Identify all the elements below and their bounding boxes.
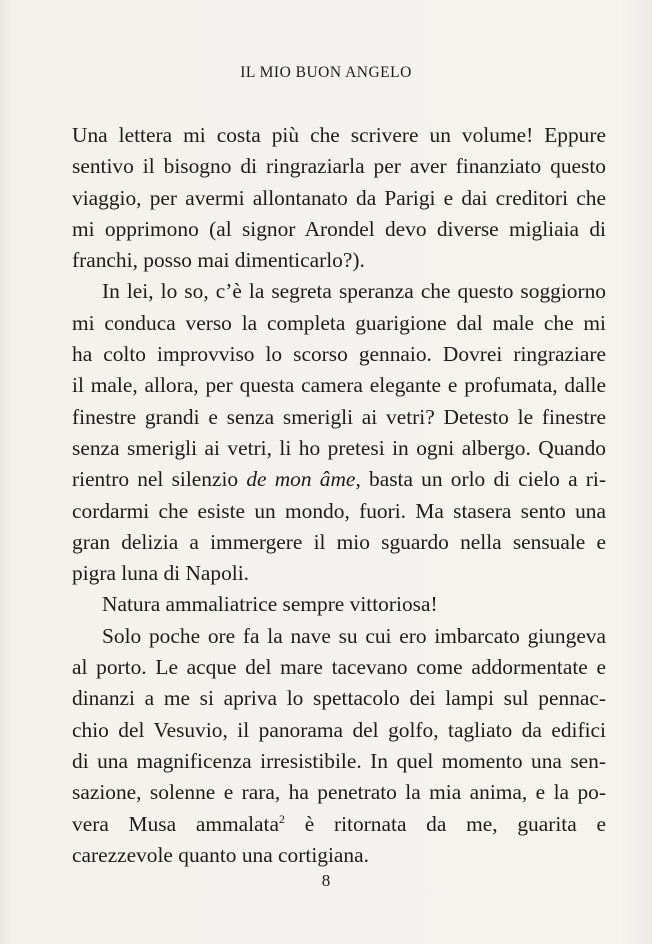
italic-phrase: de mon âme [246, 467, 356, 492]
paragraph [72, 120, 606, 276]
text-line: franchi, posso mai dimenticarlo?). [72, 248, 365, 273]
text-line [72, 464, 606, 495]
paragraph [72, 621, 606, 871]
text-line: sentivo il bisogno di ringraziarla per aver finanziato questo [72, 154, 606, 179]
text-line: di una magnificenza irresistibile. In quel momento una sen- [72, 748, 606, 773]
text-line: sazione, solenne e rara, ha penetrato la mia anima, e la po- [72, 780, 606, 805]
text-line: mi opprimono (al signor Arondel devo diverse migliaia di [72, 216, 606, 241]
text-line: ha colto improvviso lo scorso gennaio. Dovrei ringraziare [72, 342, 606, 367]
text-line: mi conduca verso la completa guarigione dal male che mi [72, 310, 606, 335]
text-line: chio del Vesuvio, il panorama del golfo, tagliato da edifici [72, 717, 606, 742]
text-line: finestre grandi e senza smerigli ai vetri? Detesto le finestre [72, 404, 606, 429]
text-line: Una lettera mi costa più che scrivere un volume! Eppure [72, 123, 606, 147]
text-line: pigra luna di Napoli. [72, 561, 250, 586]
footnote-reference[interactable]: 2 [278, 811, 285, 826]
text-line: Natura ammaliatrice sempre vittoriosa! [102, 592, 438, 617]
page-number: 8 [321, 871, 331, 890]
text-run: è ritornata da me, guarita e [284, 811, 606, 836]
paragraph [72, 276, 606, 589]
text-line: dinanzi a me si apriva lo spettacolo dei lampi sul pennac- [72, 686, 606, 711]
text-run: rientro nel silenzio [72, 467, 247, 492]
text-run: vera Musa ammalata [72, 811, 279, 836]
text-line: viaggio, per avermi allontanato da Parigi e dai creditori che [72, 185, 606, 210]
text-line: cordarmi che esiste un mondo, fuori. Ma stasera sento una [72, 498, 606, 523]
text-line [72, 809, 606, 840]
text-line: senza smerigli ai vetri, li ho pretesi in ogni albergo. Quando [72, 435, 606, 460]
text-line: Solo poche ore fa la nave su cui ero imbarcato giungeva [102, 623, 606, 648]
running-header: IL MIO BUON ANGELO [240, 64, 412, 81]
paragraph [72, 589, 606, 620]
text-line: In lei, lo so, c’è la segreta speranza che questo soggiorno [102, 279, 606, 304]
text-line: carezzevole quanto una cortigiana. [72, 842, 369, 867]
text-line: il male, allora, per questa camera elegante e profumata, dalle [72, 373, 606, 398]
body-text [72, 120, 606, 871]
text-line: gran delizia a immergere il mio sguardo nella sensuale e [72, 529, 606, 554]
text-run: , basta un orlo di cielo a ri- [355, 467, 606, 492]
text-line: al porto. Le acque del mare tacevano come addormentate e [72, 655, 606, 680]
